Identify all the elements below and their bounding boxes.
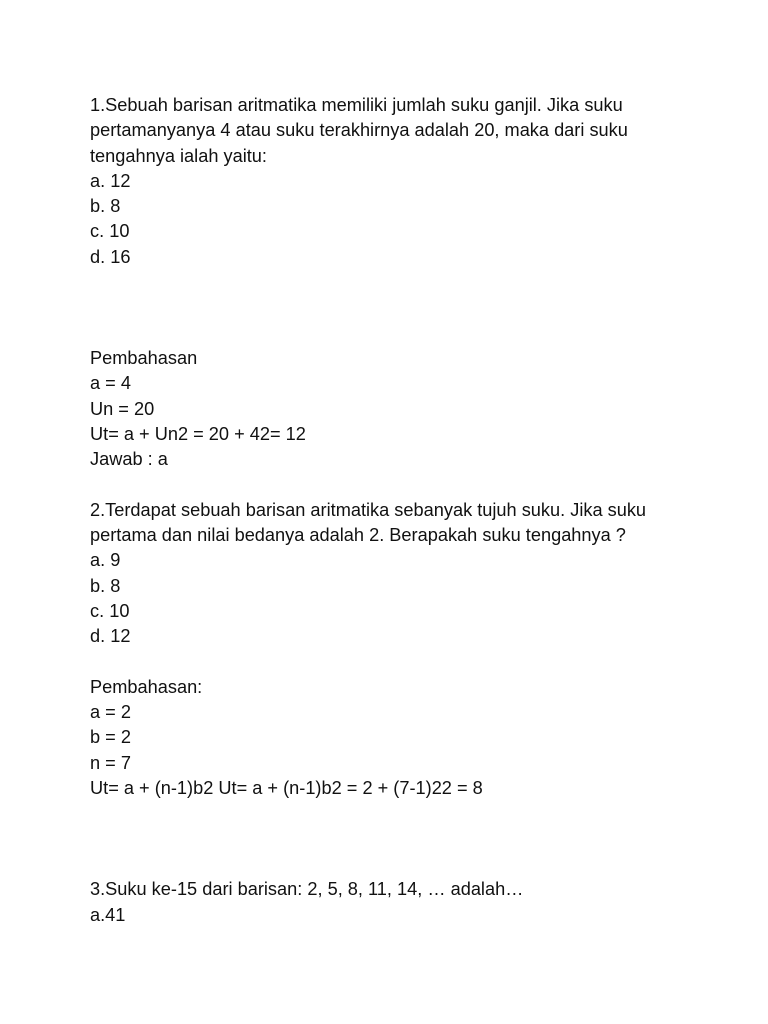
question-2-option-b: b. 8 bbox=[90, 575, 121, 596]
question-1-stem-line: tengahnya ialah yaitu: bbox=[90, 145, 267, 166]
solution-line: a = 4 bbox=[90, 373, 131, 394]
spacer bbox=[90, 827, 690, 852]
solution-line: Ut= a + (n-1)b2 Ut= a + (n-1)b2 = 2 + (7-1)22 = 8 bbox=[90, 778, 483, 799]
question-1-option-a: a. 12 bbox=[90, 170, 131, 191]
solution-line: n = 7 bbox=[90, 752, 131, 773]
question-2-option-a: a. 9 bbox=[90, 550, 121, 571]
solution-heading: Pembahasan: bbox=[90, 676, 203, 697]
spacer bbox=[90, 852, 690, 877]
question-1-option-c: c. 10 bbox=[90, 221, 130, 242]
spacer bbox=[90, 472, 690, 497]
question-1-option-d: d. 16 bbox=[90, 246, 131, 267]
spacer bbox=[90, 650, 690, 675]
question-1 bbox=[90, 93, 690, 270]
question-2-option-d: d. 12 bbox=[90, 626, 131, 647]
question-1-solution bbox=[90, 346, 690, 472]
question-2 bbox=[90, 498, 690, 650]
question-2-stem-line: 2.Terdapat sebuah barisan aritmatika sebanyak tujuh suku. Jika suku bbox=[90, 499, 647, 520]
solution-line: b = 2 bbox=[90, 727, 131, 748]
question-1-stem-line: pertamanyanya 4 atau suku terakhirnya adalah 20, maka dari suku bbox=[90, 120, 628, 141]
solution-line: a = 2 bbox=[90, 702, 131, 723]
question-2-stem-line: pertama dan nilai bedanya adalah 2. Berapakah suku tengahnya ? bbox=[90, 525, 626, 546]
question-2-solution bbox=[90, 675, 690, 801]
spacer bbox=[90, 801, 690, 826]
spacer bbox=[90, 321, 690, 346]
document-body bbox=[90, 93, 690, 928]
spacer bbox=[90, 295, 690, 320]
solution-line: Un = 20 bbox=[90, 398, 155, 419]
question-3-stem-line: 3.Suku ke-15 dari barisan: 2, 5, 8, 11, 14, … adalah… bbox=[90, 879, 524, 900]
solution-line: Ut= a + Un2 = 20 + 42= 12 bbox=[90, 423, 306, 444]
question-2-option-c: c. 10 bbox=[90, 600, 130, 621]
spacer bbox=[90, 270, 690, 295]
question-1-stem-line: 1.Sebuah barisan aritmatika memiliki jumlah suku ganjil. Jika suku bbox=[90, 95, 623, 115]
solution-heading: Pembahasan bbox=[90, 347, 198, 368]
solution-answer: Jawab : a bbox=[90, 449, 168, 470]
question-3 bbox=[90, 877, 690, 928]
question-1-option-b: b. 8 bbox=[90, 196, 121, 217]
question-3-option-a: a.41 bbox=[90, 904, 126, 925]
